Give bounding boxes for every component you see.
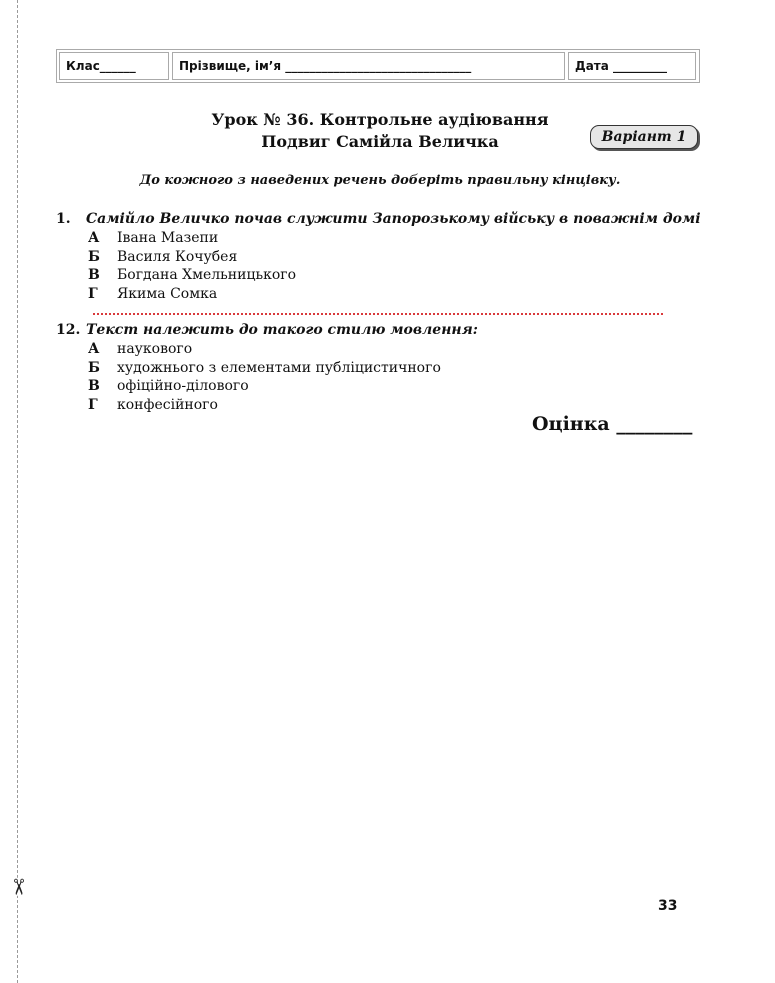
option-letter: Г — [88, 397, 98, 414]
option-text: Якима Сомка — [117, 286, 218, 303]
answer-option-a[interactable] — [56, 229, 716, 248]
lesson-subtitle: Подвиг Самійла Величка — [261, 132, 499, 151]
option-text: Богдана Хмельницького — [117, 267, 297, 284]
question-text: Самійло Величко почав служити Запорозькому війську в поважнім домі — [86, 211, 701, 227]
option-letter: Б — [88, 359, 100, 376]
answer-option-b[interactable] — [56, 248, 716, 267]
date-field[interactable]: Дата _________ — [568, 52, 696, 80]
cut-line — [17, 0, 18, 983]
question-line — [56, 320, 716, 340]
option-text: Василя Кочубея — [117, 248, 238, 265]
lesson-title: Урок № 36. Контрольне аудіювання — [211, 110, 549, 129]
option-text: конфесійного — [117, 397, 218, 414]
scissors-icon: ✂ — [5, 877, 31, 897]
name-field[interactable]: Прізвище, ім’я _______________________________ — [172, 52, 565, 80]
option-text: наукового — [117, 341, 193, 357]
answer-option-a[interactable] — [56, 340, 716, 359]
option-letter: В — [88, 267, 100, 284]
question-number: 12. — [56, 322, 81, 338]
option-letter: В — [88, 378, 100, 395]
answer-option-b[interactable] — [56, 359, 716, 378]
option-text: художнього з елементами публіцистичного — [117, 359, 441, 376]
option-letter: Б — [88, 248, 100, 265]
answer-option-v[interactable] — [56, 266, 716, 285]
question-12 — [56, 320, 716, 415]
option-text: офіційно-ділового — [117, 378, 249, 395]
option-text: Івана Мазепи — [117, 230, 219, 246]
question-text: Текст належить до такого стилю мовлення: — [86, 322, 478, 338]
page-number: 33 — [658, 898, 678, 914]
question-line — [56, 209, 716, 229]
omitted-questions-separator — [93, 313, 663, 315]
class-field[interactable]: Клас______ — [59, 52, 169, 80]
question-number: 1. — [56, 211, 71, 227]
answer-option-g[interactable] — [56, 285, 716, 304]
answer-option-g[interactable] — [56, 396, 716, 415]
option-letter: Г — [88, 286, 98, 303]
grade-field[interactable]: Оцінка ________ — [532, 413, 693, 435]
instruction-text: До кожного з наведених речень доберіть правильну кінцівку. — [139, 173, 621, 188]
variant-badge: Варіант 1 — [590, 125, 698, 149]
option-letter: А — [88, 341, 100, 357]
option-letter: А — [88, 230, 100, 246]
student-info-header — [56, 49, 700, 83]
question-1 — [56, 209, 716, 304]
answer-option-v[interactable] — [56, 377, 716, 396]
